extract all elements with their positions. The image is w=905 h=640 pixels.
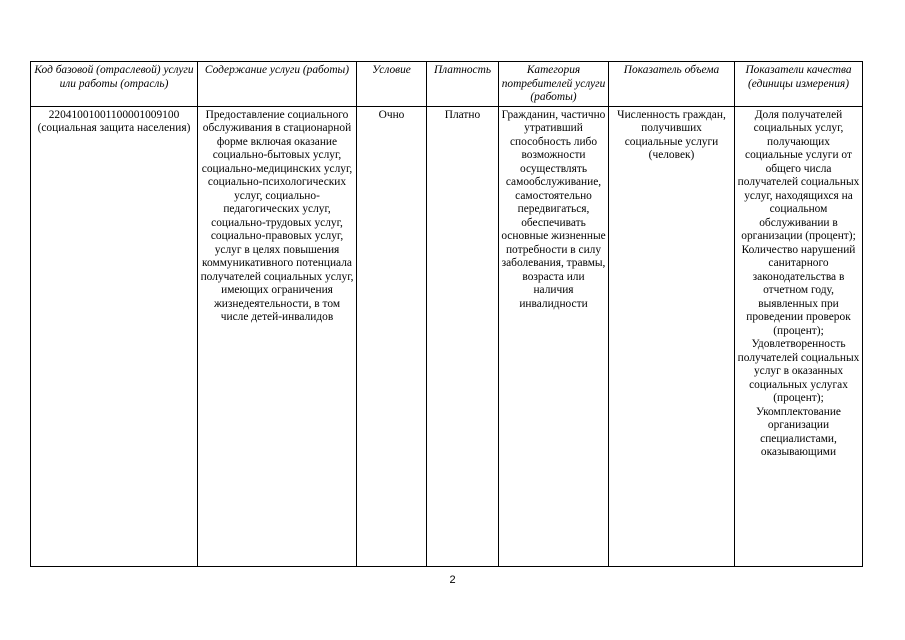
header-condition: Условие <box>357 62 427 107</box>
header-volume-indicator: Показатель объема <box>609 62 735 107</box>
header-payment: Платность <box>427 62 499 107</box>
header-service-content: Содержание услуги (работы) <box>198 62 357 107</box>
cell-payment: Платно <box>427 106 499 566</box>
cell-volume-indicator: Численность граждан, получивших социальные услуги (человек) <box>609 106 735 566</box>
cell-consumer-category: Гражданин, частично утративший способность либо возможности осуществлять самообслуживание, самостоятельно передвигаться, обеспечивать основные жизненные потребности в силу заболевания, травмы, возраста или наличия инвалидности <box>499 106 609 566</box>
page-number: 2 <box>449 574 456 586</box>
header-quality-indicators: Показатели качества (единицы измерения) <box>735 62 863 107</box>
header-consumer-category: Категория потребителей услуги (работы) <box>499 62 609 107</box>
cell-condition: Очно <box>357 106 427 566</box>
service-table <box>30 61 863 567</box>
cell-quality-indicators: Доля получателей социальных услуг, получающих социальные услуги от общего числа получателей социальных услуг, находящихся на социальном обслуживании в организации (процент); Количество нарушений санитарного законодательства в отчетном году, выявленных при проведении проверок (процент); Удовлетворенность получателей социальных услуг в оказанных социальных услугах (процент); Укомплектование организации специалистами, оказывающими <box>735 106 863 566</box>
cell-service-content: Предоставление социального обслуживания в стационарной форме включая оказание социально-бытовых услуг, социально-медицинских услуг, социально-психологических услуг, социально-педагогических услуг, социально-трудовых услуг, социально-правовых услуг, услуг в целях повышения коммуникативного потенциала получателей социальных услуг, имеющих ограничения жизнедеятельности, в том числе детей-инвалидов <box>198 106 357 566</box>
cell-service-code: 22041001001100001009100 (социальная защита населения) <box>31 106 198 566</box>
table-header-row <box>31 62 863 107</box>
table-row <box>31 106 863 566</box>
header-service-code: Код базовой (отраслевой) услуги или работы (отрасль) <box>31 62 198 107</box>
